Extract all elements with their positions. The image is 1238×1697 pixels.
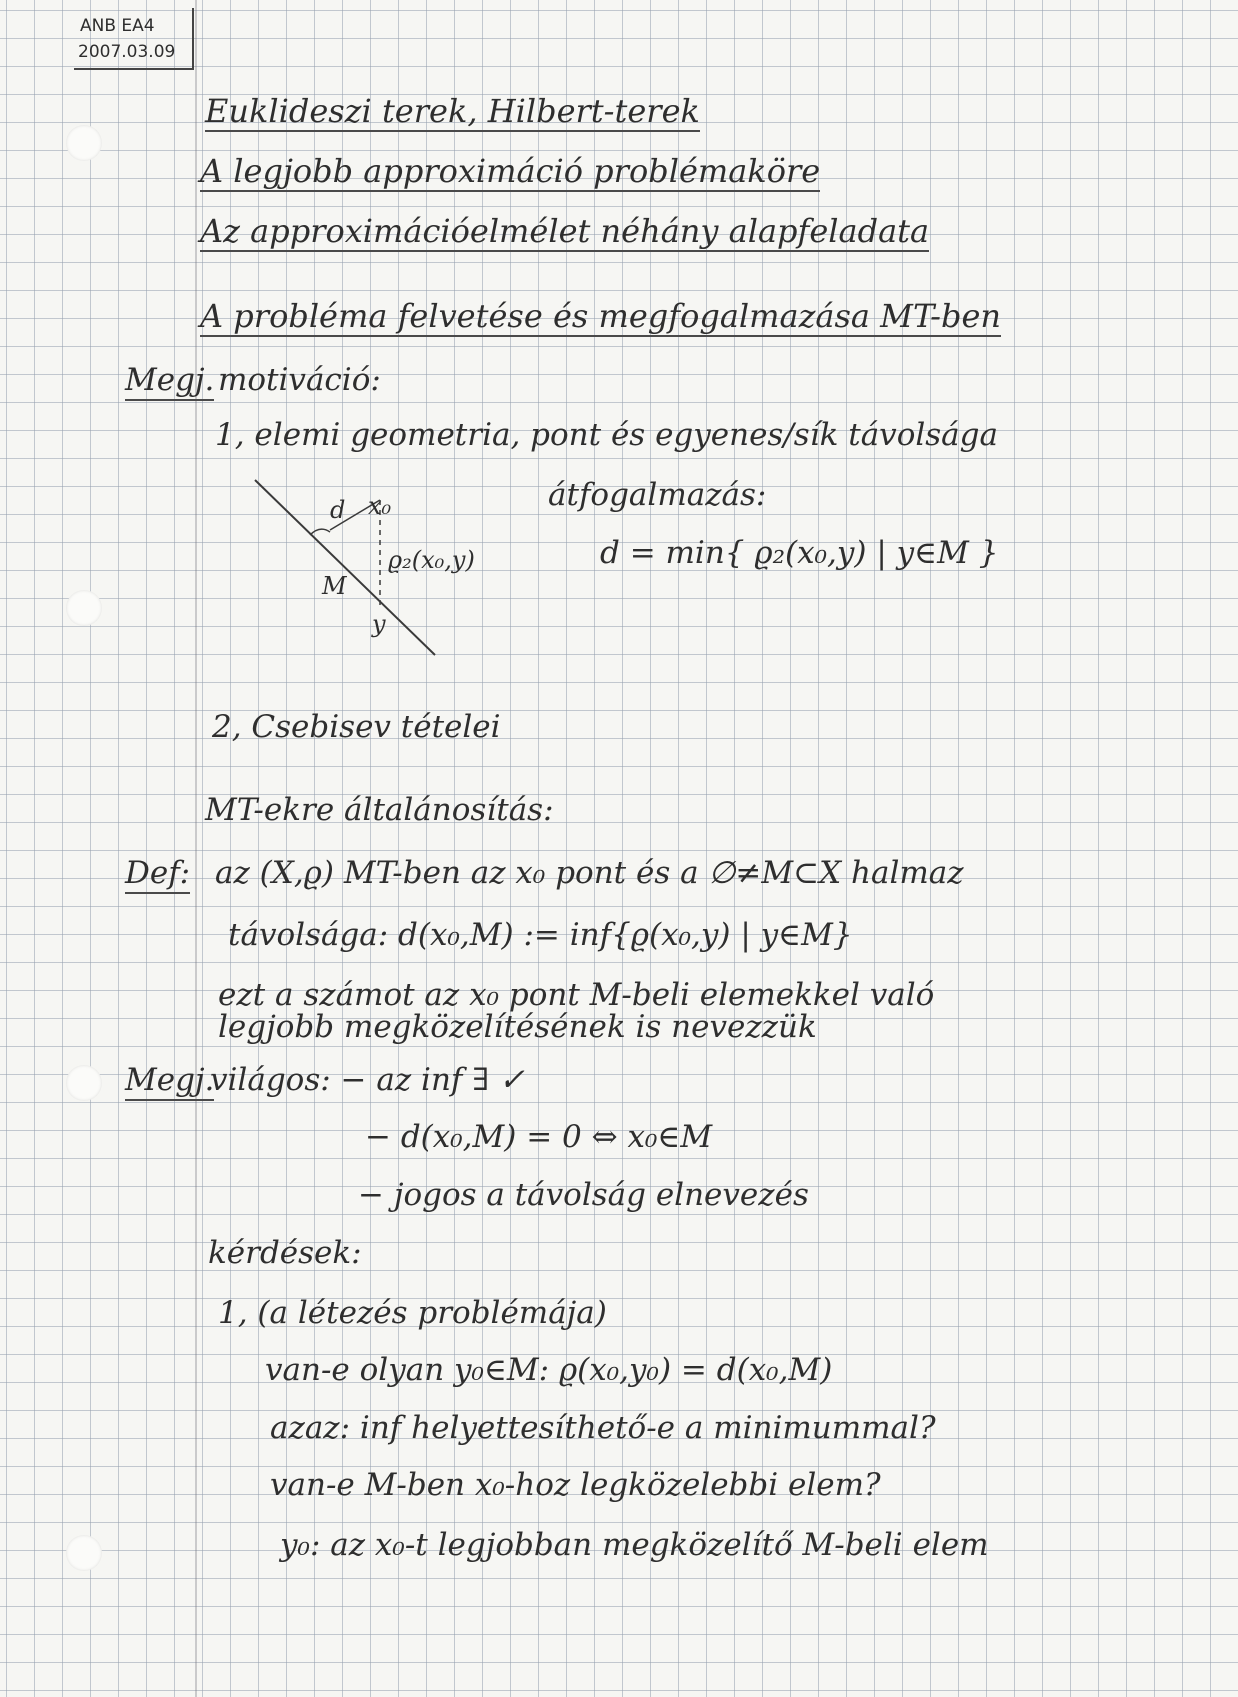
- obvious-line-1: világos: − az inf ∃ ✓: [210, 1062, 525, 1098]
- figure-label-distance: ϱ₂(x₀,y): [388, 546, 475, 574]
- definition-line-3: ezt a számot az x₀ pont M-beli elemekkel való: [218, 977, 935, 1013]
- question-line-2: van-e olyan y₀∈M: ϱ(x₀,y₀) = d(x₀,M): [265, 1352, 833, 1388]
- obvious-line-3: − jogos a távolság elnevezés: [358, 1177, 809, 1213]
- question-line-3: azaz: inf helyettesíthető-e a minimummal?: [270, 1410, 936, 1446]
- figure-label-d: d: [330, 496, 346, 524]
- note-label: Megj.: [125, 1065, 214, 1101]
- figure-label-x0: x₀: [368, 492, 392, 520]
- definition-line-1: az (X,ϱ) MT-ben az x₀ pont és a ∅≠M⊂X halmaz: [215, 855, 964, 891]
- questions-label: kérdések:: [208, 1235, 362, 1271]
- header-course: ANB EA4: [80, 16, 155, 36]
- punch-hole: [66, 1065, 102, 1101]
- title-1: Euklideszi terek, Hilbert-terek: [205, 92, 700, 130]
- punch-hole: [66, 1535, 102, 1571]
- geometry-line: 1, elemi geometria, pont és egyenes/sík távolsága: [215, 417, 998, 453]
- reformulation-label: átfogalmazás:: [548, 477, 767, 513]
- note-label: Megj.: [125, 365, 214, 401]
- figure-label-y: y: [372, 610, 386, 638]
- definition-line-4: legjobb megközelítésének is nevezzük: [218, 1009, 817, 1045]
- question-line-5: y₀: az x₀-t legjobban megközelítő M-beli elem: [280, 1527, 989, 1563]
- punch-hole: [66, 590, 102, 626]
- margin-line: [195, 0, 197, 1697]
- definition-line-2: távolsága: d(x₀,M) := inf{ϱ(x₀,y) | y∈M}: [228, 917, 853, 953]
- obvious-line-2: − d(x₀,M) = 0 ⇔ x₀∈M: [365, 1119, 713, 1155]
- generalization-line: MT-ekre általánosítás:: [205, 792, 554, 828]
- figure-label-M: M: [322, 572, 347, 600]
- question-line-4: van-e M-ben x₀-hoz legközelebbi elem?: [270, 1467, 881, 1503]
- header-date: 2007.03.09: [78, 42, 176, 62]
- title-2: A legjobb approximáció problémaköre: [200, 152, 821, 190]
- title-3: Az approximációelmélet néhány alapfeladata: [200, 212, 930, 250]
- question-line-1: 1, (a létezés problémája): [218, 1295, 607, 1331]
- punch-hole: [66, 125, 102, 161]
- motivation-line: motiváció:: [218, 362, 381, 398]
- definition-label: Def:: [125, 858, 190, 894]
- min-formula: d = min{ ϱ₂(x₀,y) | y∈M }: [600, 535, 999, 571]
- chebyshev-line: 2, Csebisev tételei: [212, 709, 501, 745]
- section-heading: A probléma felvetése és megfogalmazása MT-ben: [200, 297, 1001, 335]
